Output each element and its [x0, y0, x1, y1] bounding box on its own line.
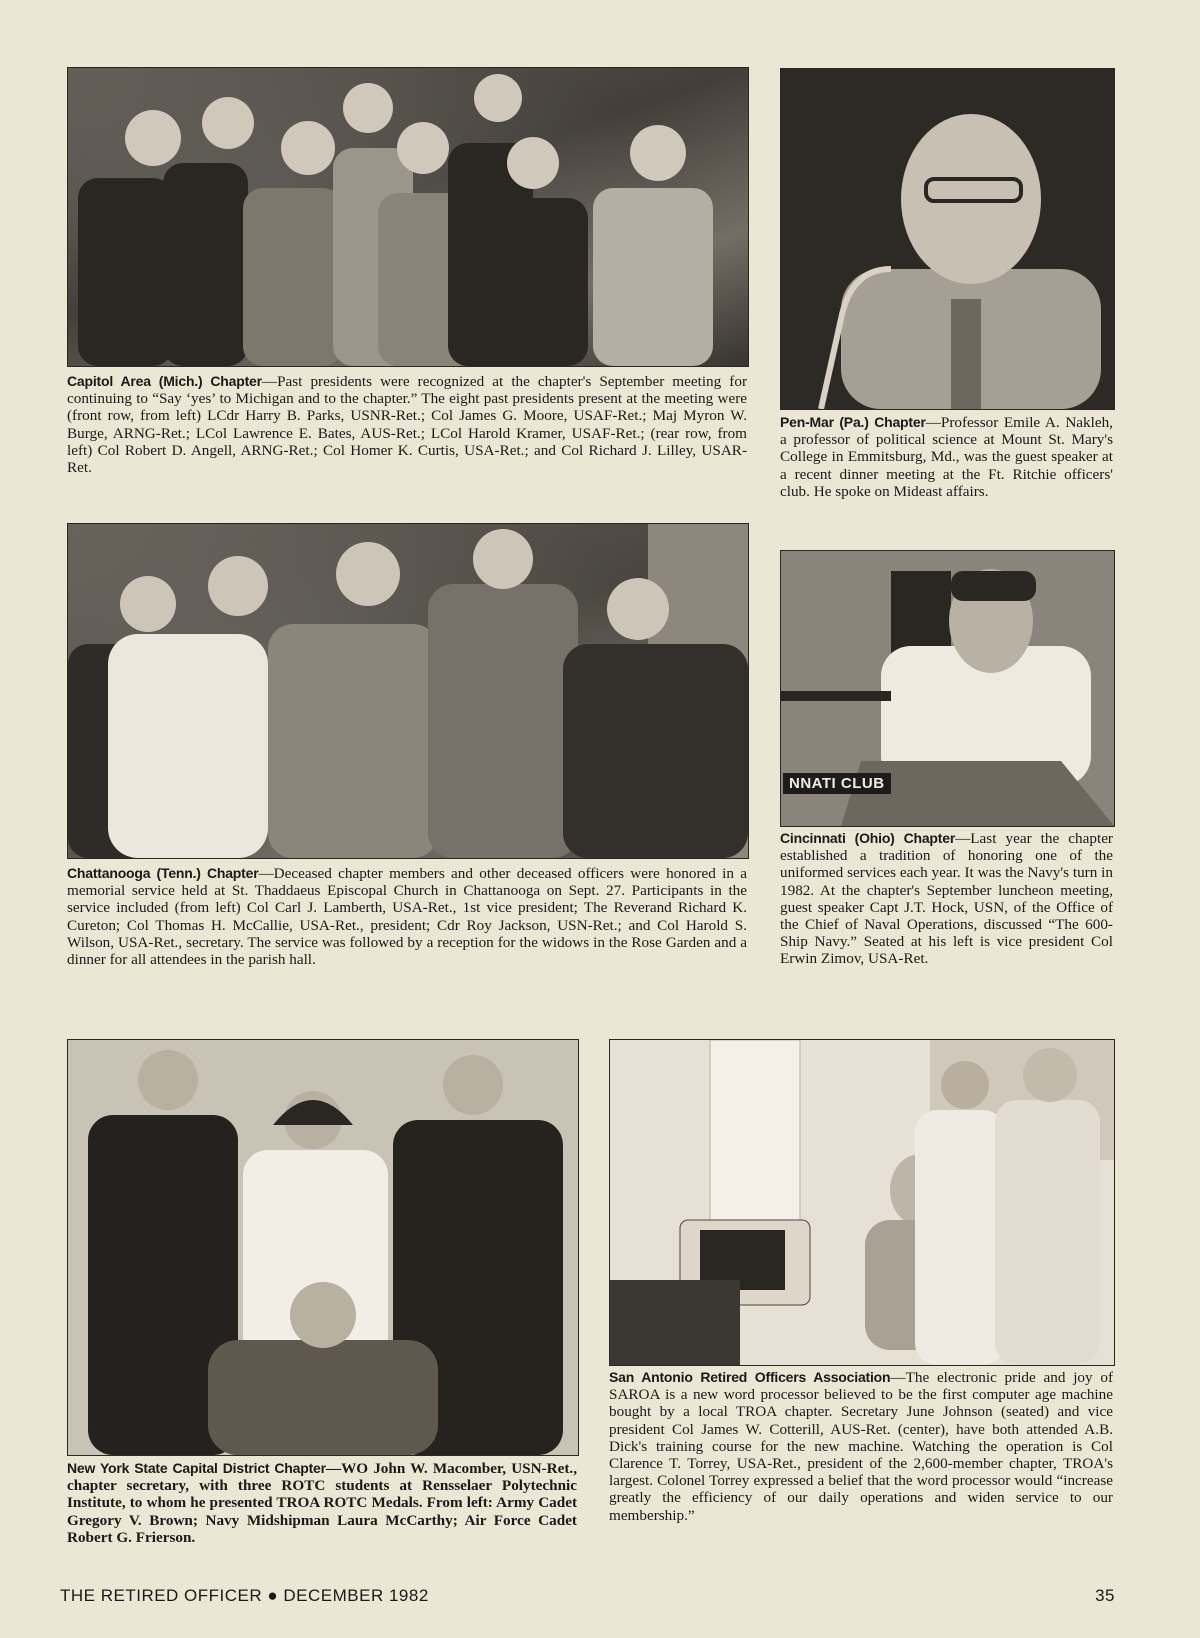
- caption-capitol-area: [67, 373, 747, 476]
- caption-capitol-area-text: —Past presidents were recognized at the chapter's September meeting for continuing to “Say ‘yes’ to Michigan and to the chapter.” The eight past presidents present at the meeting were (front row, from left) LCdr Harry B. Parks, USNR-Ret.; Col James G. Moore, USAF-Ret.; Maj Myron W. Burge, ARNG-Ret.; LCol Lawrence E. Bates, AUS-Ret.; LCol Harold Kramer, USAF-Ret.; (rear row, from left) Col Robert D. Angell, ARNG-Ret.; Col Homer K. Curtis, USA-Ret.; and Col Richard J. Lilley, USAR-Ret.: [67, 373, 747, 477]
- caption-new-york: [67, 1460, 577, 1546]
- caption-new-york-text: —WO John W. Macomber, USN-Ret., chapter secretary, with three ROTC students at Rensselaer Polytechnic Institute, to whom he presented TROA ROTC Medals. From left: Army Cadet Gregory V. Brown; Navy Midshipman Laura McCarthy; Air Force Cadet Robert G. Frierson.: [67, 1460, 577, 1546]
- caption-san-antonio: [609, 1369, 1113, 1524]
- photo-san-antonio: [609, 1039, 1115, 1366]
- word-processor-photo: [610, 1040, 1114, 1365]
- photo-capitol-area: [67, 67, 749, 367]
- caption-capitol-area-lead: Capitol Area (Mich.) Chapter: [67, 373, 262, 389]
- caption-cincinnati-text: —Last year the chapter established a tradition of honoring one of the uniformed services each year. It was the Navy's turn in 1982. At the chapter's September luncheon meeting, guest speaker Capt J.T. Hock, USN, of the Office of the Chief of Naval Operations, discussed “The 600-Ship Navy.” Seated at his left is vice president Col Erwin Zimov, USA-Ret.: [780, 830, 1113, 968]
- caption-san-antonio-lead: San Antonio Retired Officers Association: [609, 1369, 891, 1385]
- page-number: 35: [1095, 1586, 1115, 1605]
- caption-chattanooga: [67, 865, 747, 968]
- memorial-photo-figures: [68, 524, 748, 858]
- caption-new-york-lead: New York State Capital District Chapter: [67, 1460, 326, 1476]
- speaker-photo-figure: [781, 69, 1114, 409]
- caption-cincinnati-lead: Cincinnati (Ohio) Chapter: [780, 830, 956, 846]
- rotc-photo-figures: [68, 1040, 578, 1455]
- caption-chattanooga-lead: Chattanooga (Tenn.) Chapter: [67, 865, 259, 881]
- footer-publication: THE RETIRED OFFICER ● DECEMBER 1982: [60, 1586, 429, 1605]
- caption-cincinnati: [780, 830, 1113, 968]
- photo-chattanooga: [67, 523, 749, 859]
- caption-chattanooga-text: —Deceased chapter members and other deceased officers were honored in a memorial service held at St. Thaddaeus Episcopal Church in Chattanooga on Sept. 27. Participants in the service included (from left) Col Carl J. Lamberth, USA-Ret., 1st vice president; The Reverand Richard K. Cureton; Col Thomas H. McCallie, USA-Ret., president; Cdr Roy Jackson, USN-Ret.; and Col Harold S. Wilson, USA-Ret., secretary. The service was followed by a reception for the widows in the Rose Garden and a dinner for all attendees in the parish hall.: [67, 865, 747, 969]
- caption-pen-mar-text: —Professor Emile A. Nakleh, a professor of political science at Mount St. Mary's College in Emmitsburg, Md., was the guest speaker at a recent dinner meeting at the Ft. Ritchie officers' club. He spoke on Mideast affairs.: [780, 414, 1113, 500]
- group-photo-figures: [68, 68, 748, 366]
- cincinnati-club-sign: NNATI CLUB: [783, 773, 891, 794]
- caption-pen-mar: [780, 414, 1113, 500]
- caption-san-antonio-text: —The electronic pride and joy of SAROA is a new word processor believed to be the first computer age machine bought by a local TROA chapter. Secretary June Johnson (seated) and vice president Col James W. Cotterill, AUS-Ret. (center), have both attended A.B. Dick's training course for the new machine. Watching the operation is Col Clarence T. Torrey, USA-Ret., president of the 2,600-member chapter, TROA's largest. Colonel Torrey expressed a belief that the word processor would “increase greatly the efficiency of our daily operations and widen service to our membership.”: [609, 1369, 1114, 1524]
- photo-new-york: [67, 1039, 579, 1456]
- caption-pen-mar-lead: Pen-Mar (Pa.) Chapter: [780, 414, 926, 430]
- photo-cincinnati: [780, 550, 1115, 827]
- photo-pen-mar: [780, 68, 1115, 410]
